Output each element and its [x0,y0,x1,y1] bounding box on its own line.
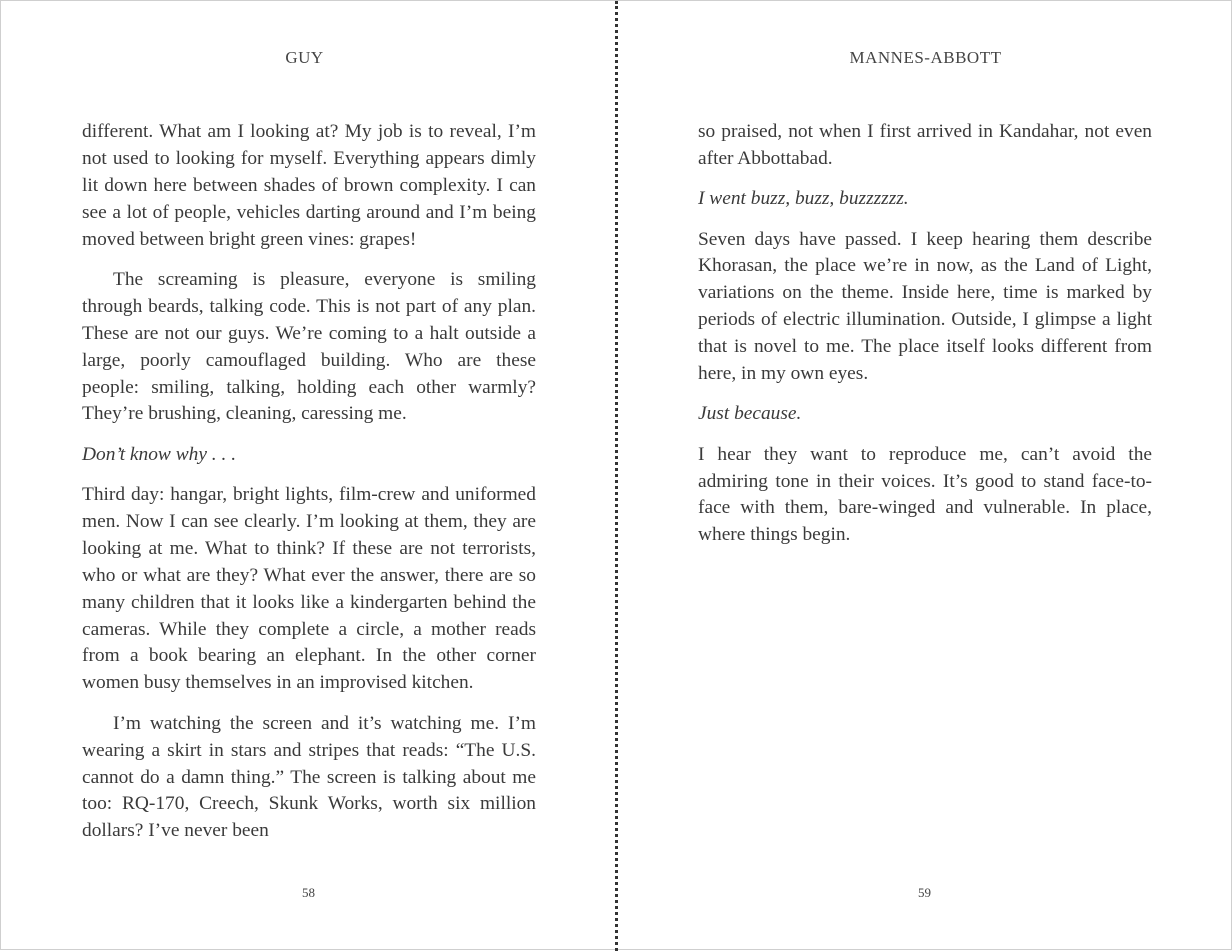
paragraph: I hear they want to reproduce me, can’t avoid the admiring tone in their voices. It’s good to stand face-to-face with them, bare-winged and vulnerable. In place, where things begin. [698,443,1152,546]
paragraph: so praised, not when I first arrived in Kandahar, not even after Abbottabad. [698,121,1152,169]
paragraph: Third day: hangar, bright lights, film-crew and uniformed men. Now I can see clearly. I’m looking at them, they are looking at me. What to think? If these are not terrorists, who or what are they? What ever the answer, there are so many children that it looks like a kindergarten behind the cameras. While they complete a circle, a mother reads from a book bearing an elephant. In the other corner women busy themselves in an improvised kitchen. [82,484,536,694]
page-number-left: 58 [302,885,315,900]
paragraph: The screaming is pleasure, everyone is smiling through beards, talking code. This is not part of any plan. These are not our guys. We’re coming to a halt outside a large, poorly camouflaged building. Who are these people: smiling, talking, holding each other warmly? They’re brushing, cleaning, caressing me. [82,268,536,425]
page-number-right: 59 [918,885,931,900]
paragraph: different. What am I looking at? My job is to reveal, I’m not used to looking for myself. Everything appears dimly lit down here between shades of brown complexity. I can see a lot of people, vehicles darting around and I’m being moved between bright green vines: grapes! [82,121,536,250]
running-head-left: GUY [285,48,324,67]
right-page-text [698,119,1152,563]
paragraph: I’m watching the screen and it’s watching me. I’m wearing a skirt in stars and stripes that reads: “The U.S. cannot do a damn thing.” The screen is talking about me too: RQ-170, Creech, Skunk Works, worth six million dollars? I’ve never been [82,712,536,842]
italic-paragraph: I went buzz, buzz, buzzzzzz. [698,188,909,210]
italic-paragraph: Just because. [698,403,802,425]
running-head-right: MANNES-ABBOTT [849,48,1002,67]
italic-paragraph: Don’t know why . . . [82,443,237,465]
left-page [1,1,616,951]
right-page [618,1,1231,951]
left-page-text [82,119,536,845]
paragraph: Seven days have passed. I keep hearing them describe Khorasan, the place we’re in now, as the Land of Light, variations on the theme. Inside here, time is marked by periods of electric illumination. Outside, I glimpse a light that is novel to me. The place itself looks different from here, in my own eyes. [698,228,1152,385]
